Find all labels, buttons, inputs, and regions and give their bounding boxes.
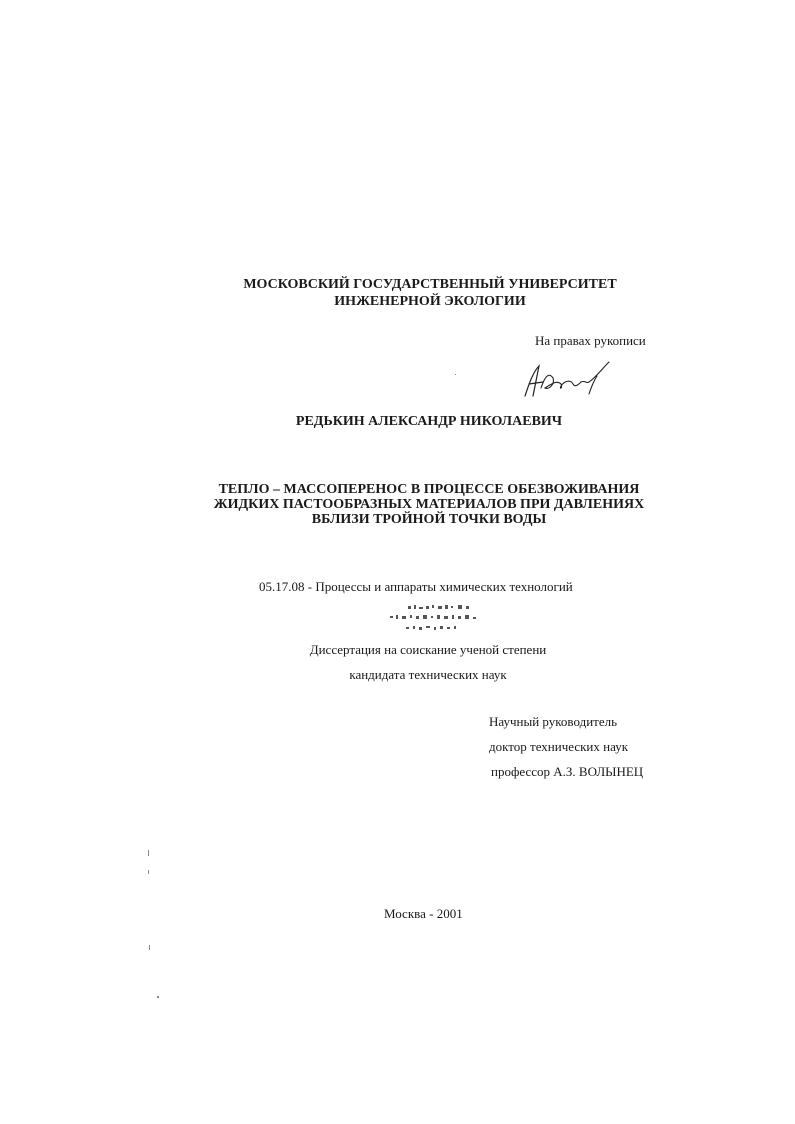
manuscript-rights-note: На правах рукописи (535, 333, 646, 348)
title-line-2: ЖИДКИХ ПАСТООБРАЗНЫХ МАТЕРИАЛОВ ПРИ ДАВЛЕНИЯХ (213, 497, 645, 512)
supervisor-line-2: доктор технических наук (489, 739, 629, 754)
city-and-year: Москва - 2001 (384, 906, 463, 921)
title-line-1: ТЕПЛО – МАССОПЕРЕНОС В ПРОЦЕССЕ ОБЕЗВОЖИВАНИЯ (218, 482, 640, 497)
university-line-2: ИНЖЕНЕРНОЙ ЭКОЛОГИИ (334, 294, 526, 309)
specialty-code: 05.17.08 - Процессы и аппараты химических технологий (259, 579, 573, 594)
author-name: РЕДЬКИН АЛЕКСАНДР НИКОЛАЕВИЧ (295, 414, 563, 429)
supervisor-line-1: Научный руководитель (489, 714, 618, 729)
degree-line-1: Диссертация на соискание ученой степени (309, 642, 547, 657)
degree-line-2: кандидата технических наук (349, 667, 507, 682)
university-line-1: МОСКОВСКИЙ ГОСУДАРСТВЕННЫЙ УНИВЕРСИТЕТ (243, 277, 617, 292)
supervisor-line-3: профессор А.З. ВОЛЫНЕЦ (491, 764, 644, 779)
title-line-3: ВБЛИЗИ ТРОЙНОЙ ТОЧКИ ВОДЫ (311, 512, 547, 527)
